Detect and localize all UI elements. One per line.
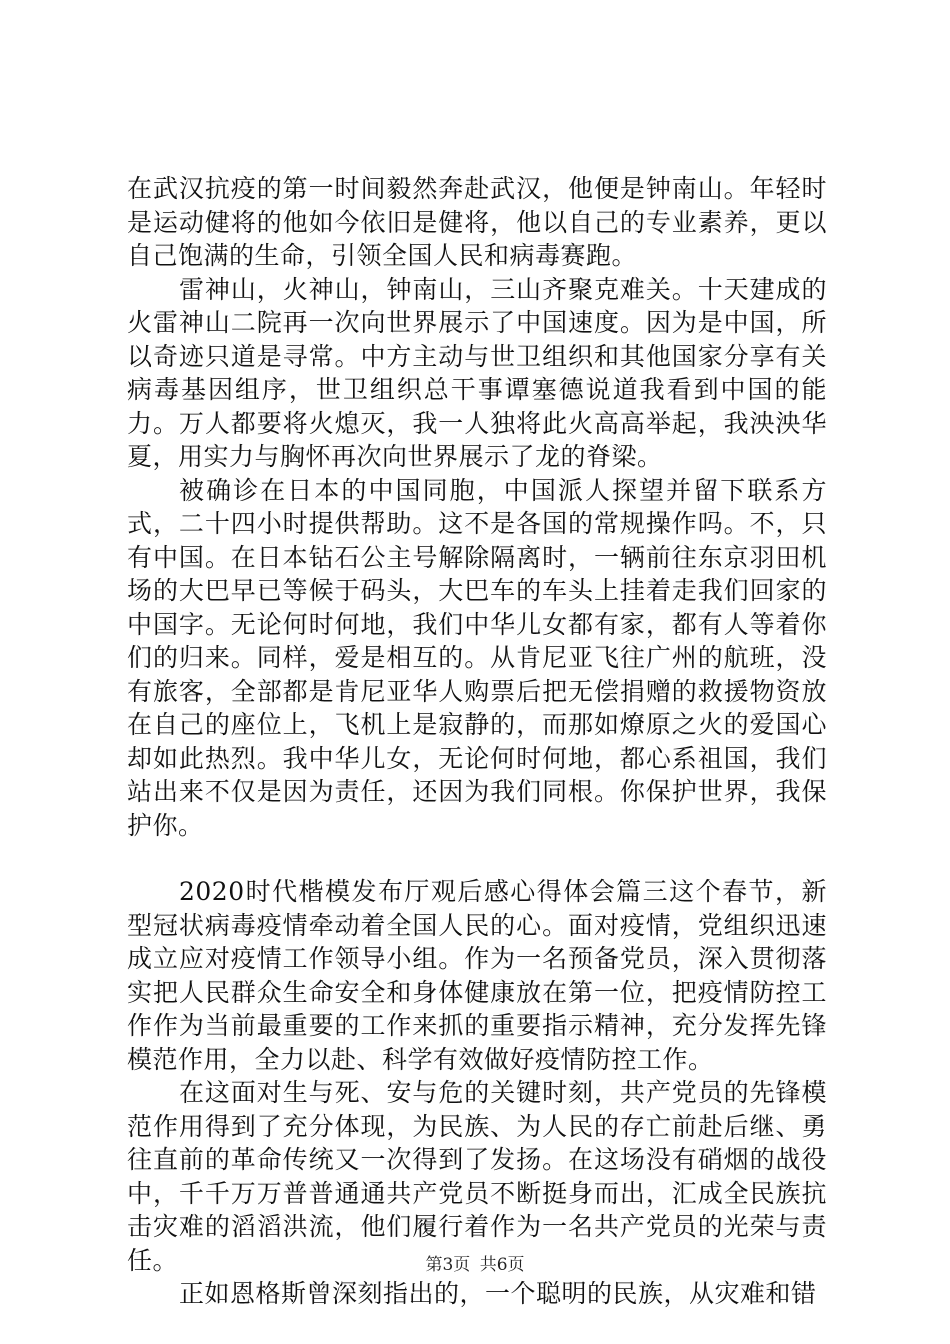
paragraph-party-members: 在这面对生与死、安与危的关键时刻，共产党员的先锋模范作用得到了充分体现，为民族、为人民的存亡前赴后继、勇往直前的革命传统又一次得到了发扬。在这场没有硝烟的战役中，千千万万普普通通共产党员不断挺身而出，汇成全民族抗击灾难的滔滔洪流，他们履行着作为一名共产党员的光荣与责任。 xyxy=(127,1078,827,1275)
paragraph-essay-three: 2020时代楷模发布厅观后感心得体会篇三这个春节，新型冠状病毒疫情牵动着全国人民的心。面对疫情，党组织迅速成立应对疫情工作领导小组。作为一名预备党员，深入贯彻落实把人民群众生命安全和身体健康放在第一位，把疫情防控工作作为当前最重要的工作来抓的重要指示精神，充分发挥先锋模范作用，全力以赴、科学有效做好疫情防控工作。 xyxy=(127,877,827,1074)
paragraph-zhong-nanshan: 在武汉抗疫的第一时间毅然奔赴武汉，他便是钟南山。年轻时是运动健将的他如今依旧是健将，他以自己的专业素养，更以自己饱满的生命，引领全国人民和病毒赛跑。 xyxy=(127,174,827,270)
page-total: 共6页 xyxy=(479,1255,525,1275)
paragraph-three-mountains: 雷神山，火神山，钟南山，三山齐聚克难关。十天建成的火雷神山二院再一次向世界展示了中国速度。因为是中国，所以奇迹只道是寻常。中方主动与世卫组织和其他国家分享有关病毒基因组序，世卫组织总干事谭塞德说道我看到中国的能力。万人都要将火熄灭，我一人独将此火高高举起，我泱泱华夏，用实力与胸怀再次向世界展示了龙的脊梁。 xyxy=(127,274,827,471)
paragraph-compatriots: 被确诊在日本的中国同胞，中国派人探望并留下联系方式，二十四小时提供帮助。这不是各国的常规操作吗。不，只有中国。在日本钻石公主号解除隔离时，一辆前往东京羽田机场的大巴早已等候于码头，大巴车的车头上挂着走我们回家的中国字。无论何时何地，我们中华儿女都有家，都有人等着你们的归来。同样，爱是相互的。从肯尼亚飞往广州的航班，没有旅客，全部都是肯尼亚华人购票后把无偿捐赠的救援物资放在自己的座位上，飞机上是寂静的，而那如燎原之火的爱国心却如此热烈。我中华儿女，无论何时何地，都心系祖国，我们站出来不仅是因为责任，还因为我们同根。你保护世界，我保护你。 xyxy=(127,475,827,840)
document-body xyxy=(127,172,827,1311)
paragraph-engels: 正如恩格斯曾深刻指出的，一个聪明的民族，从灾难和错 xyxy=(179,1279,817,1308)
page-number: 第3页 xyxy=(425,1255,471,1275)
page-footer xyxy=(0,1250,950,1275)
